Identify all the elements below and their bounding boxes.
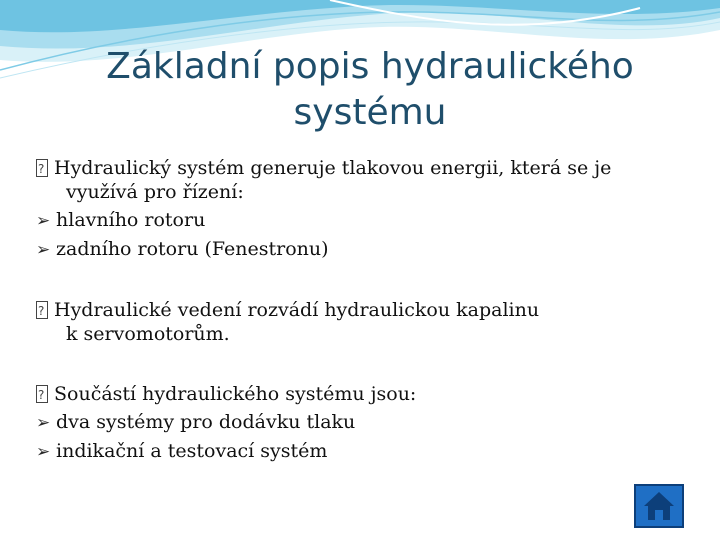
paragraph-2-lead-text: Hydraulické vedení rozvádí hydraulickou kapalinu	[54, 299, 540, 321]
slide-title	[40, 44, 700, 136]
paragraph-2-lead	[36, 296, 696, 324]
bullet-item	[36, 437, 696, 466]
paragraph-1-lead-text: Hydraulický systém generuje tlakovou energii, která se je	[54, 157, 612, 179]
bullet-item	[36, 408, 696, 437]
paragraph-3-lead	[36, 380, 696, 408]
spacer	[36, 264, 696, 296]
home-icon	[636, 486, 682, 526]
paragraph-2-cont: k servomotorům.	[66, 323, 230, 345]
bullet-text: zadního rotoru (Fenestronu)	[56, 238, 329, 260]
paragraph-1-cont: využívá pro řízení:	[66, 181, 244, 203]
bullet-text: dva systémy pro dodávku tlaku	[56, 411, 356, 433]
bullet-text: hlavního rotoru	[56, 209, 206, 231]
home-button[interactable]	[634, 484, 684, 528]
bullet-item	[36, 235, 696, 264]
slide-body	[36, 154, 696, 466]
bullet-text: indikační a testovací systém	[56, 440, 328, 462]
missing-glyph-icon	[36, 385, 48, 403]
arrow-bullet-icon: ➢	[36, 240, 51, 260]
arrow-bullet-icon: ➢	[36, 413, 51, 433]
spacer	[36, 348, 696, 380]
bullet-item	[36, 206, 696, 235]
paragraph-1-lead	[36, 154, 696, 182]
missing-glyph-icon	[36, 159, 48, 177]
missing-glyph-icon	[36, 301, 48, 319]
arrow-bullet-icon: ➢	[36, 211, 51, 231]
paragraph-3-lead-text: Součástí hydraulického systému jsou:	[54, 383, 417, 405]
arrow-bullet-icon: ➢	[36, 442, 51, 462]
slide-title-line1: Základní popis hydraulického	[106, 46, 634, 87]
slide-title-line2: systému	[293, 92, 447, 133]
